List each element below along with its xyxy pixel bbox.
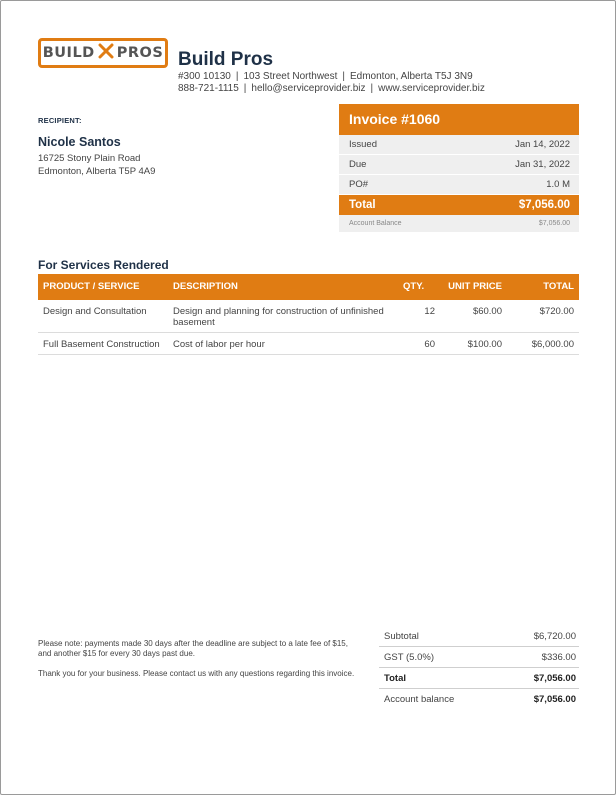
- po-label: PO#: [349, 179, 369, 190]
- column-header-qty: QTY.: [398, 274, 440, 300]
- invoice-issued-row: [339, 135, 579, 155]
- tools-icon: [98, 43, 114, 63]
- subtotal-label: Subtotal: [384, 630, 419, 642]
- po-value: 1.0 M: [546, 179, 570, 190]
- separator: |: [243, 83, 247, 94]
- company-website[interactable]: www.serviceprovider.biz: [378, 83, 485, 94]
- subtotal-value: $6,720.00: [533, 630, 576, 642]
- address-part: #300 10130: [178, 71, 231, 82]
- column-header-description: DESCRIPTION: [168, 274, 398, 300]
- balance-value: $7,056.00: [538, 220, 570, 227]
- cell-unit-price: $100.00: [440, 333, 507, 355]
- recipient-address-line1: 16725 Stony Plain Road: [38, 153, 141, 164]
- account-balance-label: Account balance: [384, 693, 455, 705]
- totals-summary: [379, 626, 579, 709]
- cell-unit-price: $60.00: [440, 300, 507, 333]
- table-row: [38, 300, 579, 333]
- invoice-title: Invoice #1060: [339, 104, 579, 135]
- address-part: 103 Street Northwest: [243, 71, 338, 82]
- separator: |: [342, 71, 345, 82]
- company-logo: [38, 38, 168, 68]
- cell-total: $6,000.00: [507, 333, 579, 355]
- logo-text-left: BUILD: [42, 45, 95, 61]
- column-header-unit-price: UNIT PRICE: [440, 274, 507, 300]
- line-items-table: [38, 274, 579, 355]
- summary-total-row: [379, 668, 579, 689]
- invoice-summary-box: [339, 104, 579, 232]
- invoice-po-row: [339, 175, 579, 195]
- company-phone: 888-721-1115: [178, 83, 239, 94]
- total-label: Total: [349, 199, 376, 211]
- subtotal-row: [379, 626, 579, 647]
- cell-total: $720.00: [507, 300, 579, 333]
- services-title: For Services Rendered: [38, 258, 169, 272]
- cell-product: Full Basement Construction: [38, 333, 168, 355]
- account-balance-row: [379, 689, 579, 709]
- invoice-balance-row: [339, 215, 579, 232]
- separator: |: [370, 83, 374, 94]
- total-value: $7,056.00: [518, 199, 570, 211]
- thank-you-note: Thank you for your business. Please contact us with any questions regarding this invoice.: [38, 669, 355, 678]
- gst-label: GST (5.0%): [384, 651, 434, 663]
- recipient-name: Nicole Santos: [38, 135, 121, 149]
- account-balance-value: $7,056.00: [533, 693, 576, 705]
- due-label: Due: [349, 159, 367, 170]
- invoice-total-row: [339, 195, 579, 215]
- cell-description: Design and planning for construction of unfinished basement: [168, 300, 398, 333]
- summary-total-label: Total: [384, 672, 406, 684]
- separator: |: [235, 71, 239, 82]
- column-header-total: TOTAL: [507, 274, 579, 300]
- late-fee-note: Please note: payments made 30 days after the deadline are subject to a late fee of $15, and another $15 for every 30 days past due.: [38, 639, 348, 658]
- cell-qty: 60: [398, 333, 440, 355]
- company-contact: [178, 83, 485, 94]
- recipient-address-line2: Edmonton, Alberta T5P 4A9: [38, 166, 156, 177]
- company-name: Build Pros: [178, 49, 274, 70]
- cell-qty: 12: [398, 300, 440, 333]
- company-address: [178, 71, 473, 82]
- summary-total-value: $7,056.00: [533, 672, 576, 684]
- issued-label: Issued: [349, 139, 377, 150]
- cell-product: Design and Consultation: [38, 300, 168, 333]
- address-part: Edmonton, Alberta T5J 3N9: [350, 71, 473, 82]
- due-value: Jan 31, 2022: [515, 159, 570, 170]
- gst-row: [379, 647, 579, 668]
- logo-text-right: PROS: [116, 45, 164, 61]
- cell-description: Cost of labor per hour: [168, 333, 398, 355]
- invoice-due-row: [339, 155, 579, 175]
- gst-value: $336.00: [541, 651, 576, 663]
- table-row: [38, 333, 579, 355]
- column-header-product: PRODUCT / SERVICE: [38, 274, 168, 300]
- balance-label: Account Balance: [349, 220, 402, 227]
- company-email[interactable]: hello@serviceprovider.biz: [251, 83, 366, 94]
- table-header-row: [38, 274, 579, 300]
- issued-value: Jan 14, 2022: [515, 139, 570, 150]
- recipient-label: RECIPIENT:: [38, 116, 82, 125]
